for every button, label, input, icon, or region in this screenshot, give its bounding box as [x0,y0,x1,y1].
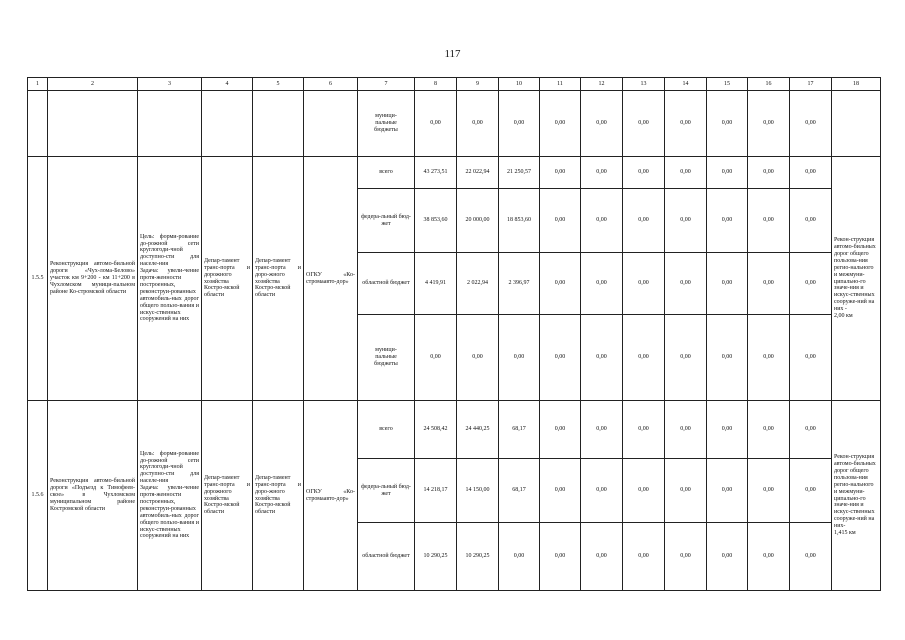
amount-cell: 0,00 [581,523,623,591]
column-number: 10 [499,78,540,91]
amount-cell: 22 022,94 [457,157,499,189]
amount-cell: 68,17 [499,401,540,459]
amount-cell: 0,00 [499,91,540,157]
column-number: 13 [623,78,665,91]
amount-cell: 0,00 [790,91,832,157]
amount-cell: 0,00 [581,459,623,523]
amount-cell: 68,17 [499,459,540,523]
column-number: 12 [581,78,623,91]
item-organization: ОГКУ «Ко-стромаавто-дор» [304,401,358,591]
amount-cell: 0,00 [623,315,665,401]
amount-cell: 0,00 [790,401,832,459]
amount-cell: 0,00 [790,189,832,253]
item-coexecutor: Депар-тамент транс-порта и доро-жного хозяйства Костро-мской области [253,157,304,401]
amount-cell: 0,00 [623,401,665,459]
amount-cell: 0,00 [581,315,623,401]
item-name: Реконструкция автомо-бильной дороги «Чух-лома-Белово» участок км 9+200 - км 11+200 в Чухломском муници-пальном районе Ко-стромской области [48,157,138,401]
amount-cell: 0,00 [790,315,832,401]
amount-cell: 0,00 [707,91,748,157]
amount-cell: 0,00 [748,523,790,591]
column-number: 7 [358,78,415,91]
item-organization: ОГКУ «Ко-стромаавто-дор» [304,157,358,401]
funding-source-label: областной бюджет [358,253,415,315]
amount-cell: 20 000,00 [457,189,499,253]
column-number: 1 [28,78,48,91]
item-executor: Депар-тамент транс-порта и дорожного хозяйства Костро-мской области [202,401,253,591]
amount-cell: 0,00 [457,315,499,401]
item-executor: Депар-тамент транс-порта и дорожного хозяйства Костро-мской области [202,157,253,401]
amount-cell: 10 290,25 [415,523,457,591]
amount-cell: 0,00 [665,401,707,459]
amount-cell: 0,00 [623,253,665,315]
funding-source-label: всего [358,157,415,189]
column-number: 4 [202,78,253,91]
item-coexecutor: Депар-тамент транс-порта и доро-жного хозяйства Костро-мской области [253,401,304,591]
column-number: 3 [138,78,202,91]
amount-cell: 0,00 [581,401,623,459]
amount-cell: 0,00 [748,91,790,157]
amount-cell: 0,00 [581,91,623,157]
amount-cell: 0,00 [665,91,707,157]
amount-cell: 0,00 [748,459,790,523]
table-row [28,401,881,459]
amount-cell: 0,00 [540,253,581,315]
column-number: 14 [665,78,707,91]
amount-cell: 0,00 [581,157,623,189]
item-result: Рекон-струкция автомо-бильных дорог общего пользова-ния регио-нального и межмуни-ципально-го значе-ния и искус-ственных сооруже-ний на них- 1,415 км [832,401,881,591]
amount-cell: 0,00 [499,523,540,591]
funding-source-label: муници- пальные бюджеты [358,315,415,401]
funding-source-label: федера-льный бюд-жет [358,459,415,523]
item-goal: Цель: форми-рование до-рожной сети круглогоди-чной доступно-сти для населе-ния Задача: увели-чение протя-женности построенных, реконструи-рованных автомобиль-ных дорог общего пользо-вания и искус-ственных сооружений на них [138,401,202,591]
funding-source-label: федера-льный бюд-жет [358,189,415,253]
continuation-row [28,91,881,157]
amount-cell: 0,00 [581,189,623,253]
amount-cell: 0,00 [623,189,665,253]
amount-cell: 0,00 [665,459,707,523]
header-row [28,78,881,91]
funding-source-label: областной бюджет [358,523,415,591]
funding-source-label: всего [358,401,415,459]
amount-cell: 0,00 [748,401,790,459]
amount-cell: 0,00 [499,315,540,401]
amount-cell: 24 508,42 [415,401,457,459]
item-goal: Цель: форми-рование до-рожной сети круглогоди-чной доступно-сти для населе-ния Задача: увели-чение протя-женности построенных, реконструи-рованных автомобиль-ных дорог общего пользо-вания и искус-ственных сооружений на них [138,157,202,401]
column-number: 16 [748,78,790,91]
amount-cell: 0,00 [790,523,832,591]
amount-cell: 0,00 [581,253,623,315]
amount-cell: 18 853,60 [499,189,540,253]
column-number: 8 [415,78,457,91]
amount-cell: 0,00 [540,523,581,591]
item-code: 1.5.6 [28,401,48,591]
amount-cell: 0,00 [540,315,581,401]
amount-cell: 0,00 [748,315,790,401]
table-body [28,78,881,591]
amount-cell: 0,00 [707,401,748,459]
item-code: 1.5.5 [28,157,48,401]
amount-cell: 2 396,97 [499,253,540,315]
item-name: Реконструкция автомо-бильной дороги «Подъезд к Тимофеев-ское» в Чухломском муниципальном районе Костромской области [48,401,138,591]
amount-cell: 0,00 [623,459,665,523]
column-number: 5 [253,78,304,91]
column-number: 9 [457,78,499,91]
amount-cell: 0,00 [623,523,665,591]
column-number: 15 [707,78,748,91]
amount-cell: 0,00 [623,157,665,189]
amount-cell: 0,00 [415,91,457,157]
amount-cell: 4 419,91 [415,253,457,315]
amount-cell: 0,00 [623,91,665,157]
amount-cell: 38 853,60 [415,189,457,253]
amount-cell: 0,00 [540,401,581,459]
amount-cell: 0,00 [665,523,707,591]
column-number: 2 [48,78,138,91]
amount-cell: 14 150,00 [457,459,499,523]
amount-cell: 0,00 [540,189,581,253]
item-result: Рекон-струкция автомо-бильных дорог общего пользова-ния регио-нального и межмуни-ципально-го значе-ния и искус-ственных сооруже-ний на них - 2,00 км [832,157,881,401]
amount-cell: 0,00 [707,523,748,591]
amount-cell: 0,00 [665,253,707,315]
amount-cell: 0,00 [707,315,748,401]
column-number: 18 [832,78,881,91]
amount-cell: 0,00 [540,91,581,157]
amount-cell: 24 440,25 [457,401,499,459]
amount-cell: 43 273,51 [415,157,457,189]
amount-cell: 0,00 [790,157,832,189]
amount-cell: 0,00 [748,157,790,189]
amount-cell: 14 218,17 [415,459,457,523]
amount-cell: 0,00 [707,157,748,189]
column-number: 11 [540,78,581,91]
amount-cell: 0,00 [665,157,707,189]
amount-cell: 0,00 [457,91,499,157]
amount-cell: 0,00 [748,189,790,253]
amount-cell: 0,00 [707,253,748,315]
amount-cell: 0,00 [707,459,748,523]
amount-cell: 0,00 [415,315,457,401]
amount-cell: 0,00 [665,189,707,253]
table-row [28,157,881,189]
amount-cell: 21 250,57 [499,157,540,189]
amount-cell: 0,00 [540,157,581,189]
column-number: 6 [304,78,358,91]
funding-source-label: муници- пальные бюджеты [358,91,415,157]
amount-cell: 0,00 [748,253,790,315]
amount-cell: 0,00 [665,315,707,401]
amount-cell: 10 290,25 [457,523,499,591]
amount-cell: 0,00 [707,189,748,253]
budget-table [27,77,881,591]
amount-cell: 0,00 [540,459,581,523]
amount-cell: 0,00 [790,459,832,523]
column-number: 17 [790,78,832,91]
amount-cell: 0,00 [790,253,832,315]
amount-cell: 2 022,94 [457,253,499,315]
page-number: 117 [444,48,461,60]
